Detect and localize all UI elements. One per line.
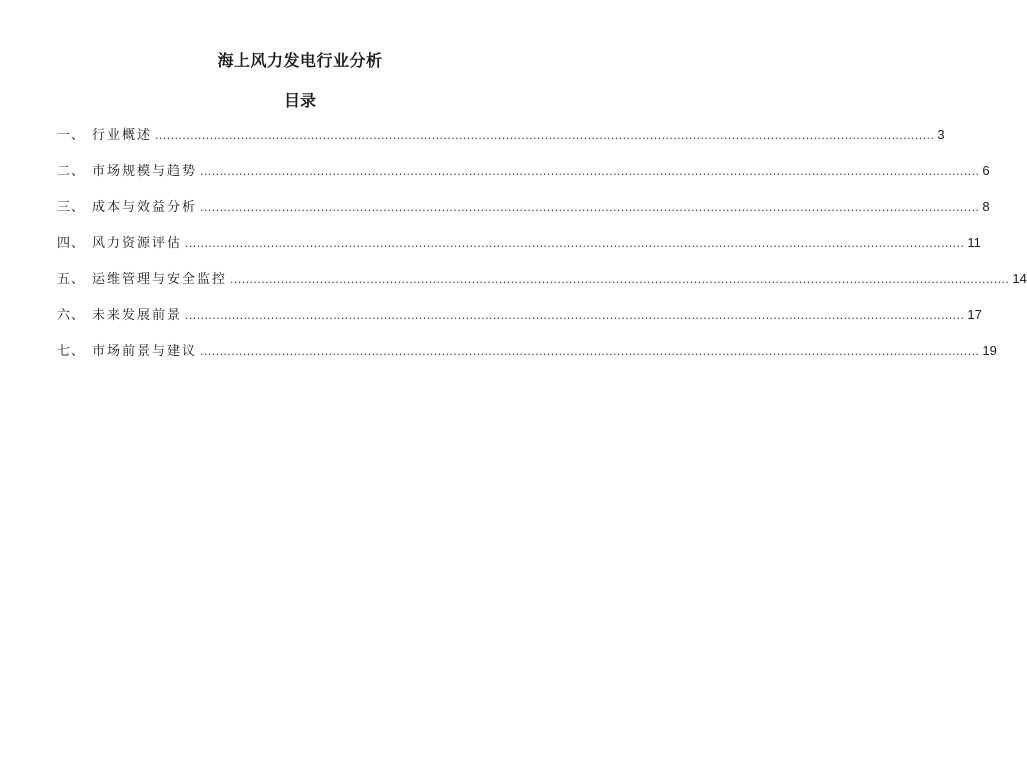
toc-entry[interactable]: [57, 340, 997, 376]
toc-entry-number: 三、: [57, 200, 86, 215]
toc-entry-page: 3: [937, 127, 945, 142]
toc-heading: 目录: [283, 91, 316, 110]
toc-entry-number: 四、: [57, 236, 86, 251]
toc-entry[interactable]: [57, 304, 982, 340]
toc-entry[interactable]: [57, 160, 990, 196]
toc-entry-page: 8: [982, 199, 990, 214]
toc-entry-label: 未来发展前景: [92, 308, 183, 323]
toc-entry[interactable]: [57, 268, 1027, 304]
toc-entry-number: 一、: [57, 128, 86, 143]
toc-entry-number: 五、: [57, 272, 86, 287]
toc-leader-dots: ........................................................................................................................................................................................................: [185, 309, 965, 322]
toc-entry-page: 19: [982, 343, 997, 358]
toc-entry[interactable]: [57, 124, 945, 160]
toc-entry-label: 运维管理与安全监控: [92, 272, 228, 287]
toc-entry-label: 成本与效益分析: [92, 200, 198, 215]
toc-entry-page: 6: [982, 163, 990, 178]
toc-leader-dots: ........................................................................................................................................................................................................: [155, 129, 935, 142]
toc-entry-page: 17: [967, 307, 982, 322]
toc-entry-label: 风力资源评估: [92, 236, 183, 251]
toc-entry[interactable]: [57, 196, 990, 232]
toc-leader-dots: ........................................................................................................................................................................................................: [200, 201, 980, 214]
toc-leader-dots: ........................................................................................................................................................................................................: [200, 345, 980, 358]
toc-entry[interactable]: [57, 232, 981, 268]
toc-entry-page: 11: [967, 235, 981, 250]
toc-leader-dots: ........................................................................................................................................................................................................: [200, 165, 980, 178]
toc-entry-page: 14: [1012, 271, 1027, 286]
toc-entry-label: 市场前景与建议: [92, 344, 198, 359]
toc-entry-label: 行业概述: [92, 128, 153, 143]
document-title: 海上风力发电行业分析: [217, 51, 383, 70]
toc-entry-label: 市场规模与趋势: [92, 164, 198, 179]
toc-leader-dots: ........................................................................................................................................................................................................: [185, 237, 965, 250]
toc-leader-dots: ........................................................................................................................................................................................................: [230, 273, 1010, 286]
toc-entry-number: 七、: [57, 344, 86, 359]
toc-entry-number: 二、: [57, 164, 86, 179]
table-of-contents: [57, 124, 1027, 376]
toc-entry-number: 六、: [57, 308, 86, 323]
